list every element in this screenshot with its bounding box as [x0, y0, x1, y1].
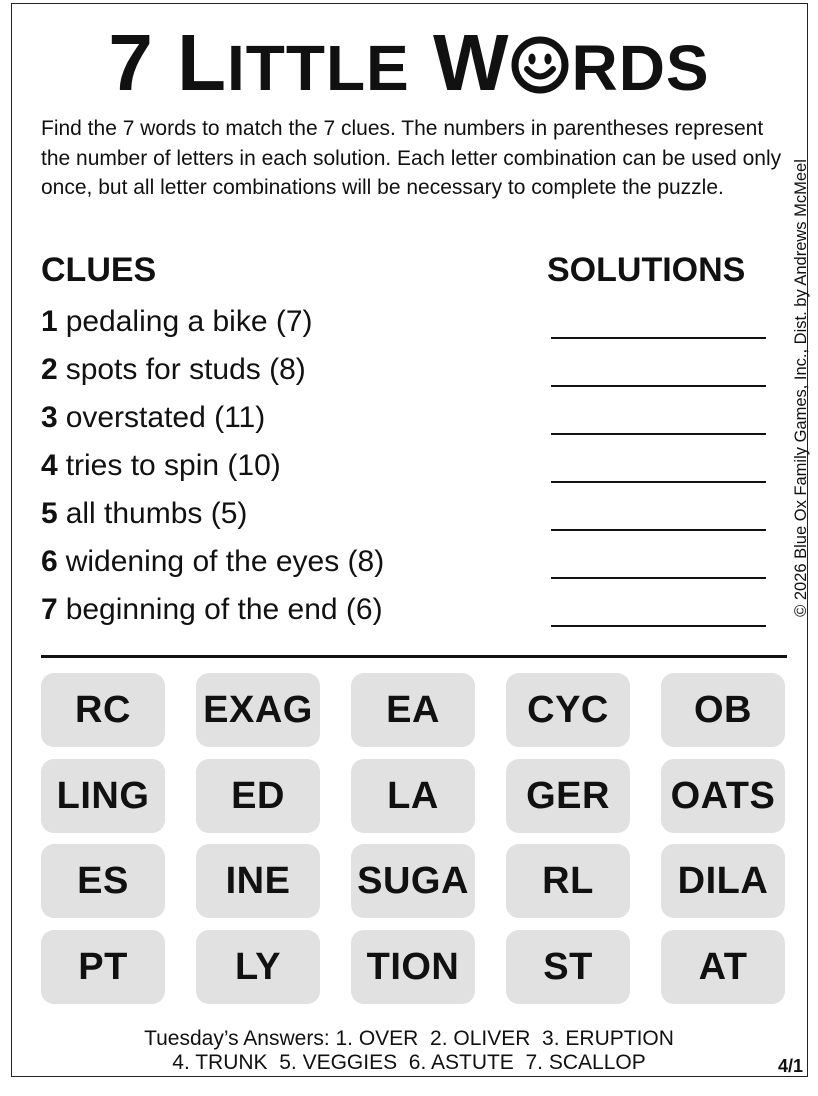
- letter-tile[interactable]: TION: [351, 930, 475, 1004]
- puzzle-title: [0, 18, 818, 113]
- solution-blank[interactable]: [551, 337, 766, 339]
- clue-number: 4: [41, 449, 58, 482]
- solution-blank[interactable]: [551, 529, 766, 531]
- clue-item: [41, 542, 384, 582]
- clues-header: CLUES: [41, 251, 157, 289]
- title-digit: 7: [108, 18, 154, 107]
- letter-tile[interactable]: PT: [41, 930, 165, 1004]
- letter-tile[interactable]: AT: [661, 930, 785, 1004]
- letter-tile[interactable]: EA: [351, 673, 475, 747]
- title-words-rest: RDS: [571, 32, 710, 104]
- letter-tile[interactable]: ES: [41, 844, 165, 918]
- letter-tile[interactable]: CYC: [506, 673, 630, 747]
- clue-item: [41, 302, 313, 342]
- solution-blank[interactable]: [551, 577, 766, 579]
- clue-text: tries to spin (10): [65, 449, 281, 482]
- clue-text: pedaling a bike (7): [65, 305, 313, 338]
- clue-text: widening of the eyes (8): [65, 545, 385, 578]
- clue-number: 1: [41, 305, 58, 338]
- solution-blank[interactable]: [551, 433, 766, 435]
- clue-text: beginning of the end (6): [65, 593, 383, 626]
- clue-item: [41, 494, 247, 534]
- clue-number: 6: [41, 545, 58, 578]
- letter-tile[interactable]: ED: [196, 759, 320, 833]
- clue-item: [41, 590, 383, 630]
- clue-text: overstated (11): [65, 401, 266, 434]
- answers-line-1: Tuesday’s Answers: 1. OVER 2. OLIVER 3. ERUPTION: [144, 1027, 674, 1050]
- divider-line: [41, 655, 787, 658]
- page-number: 4/1: [778, 1056, 804, 1076]
- title-little-rest: ITTLE: [226, 32, 410, 104]
- letter-tile[interactable]: EXAG: [196, 673, 320, 747]
- answers-line-2: 4. TRUNK 5. VEGGIES 6. ASTUTE 7. SCALLOP: [172, 1051, 646, 1074]
- letter-tile[interactable]: LING: [41, 759, 165, 833]
- letter-tile[interactable]: DILA: [661, 844, 785, 918]
- clue-item: [41, 446, 281, 486]
- letter-tile[interactable]: OATS: [661, 759, 785, 833]
- copyright-notice: © 2026 Blue Ox Family Games, Inc., Dist. by Andrews McMeel: [792, 159, 810, 617]
- letter-tile[interactable]: RC: [41, 673, 165, 747]
- clue-number: 7: [41, 593, 58, 626]
- previous-answers: [0, 1027, 818, 1075]
- title-little-first: L: [177, 18, 227, 107]
- smiley-face-icon: [511, 36, 569, 94]
- clue-number: 5: [41, 497, 58, 530]
- letter-tile[interactable]: RL: [506, 844, 630, 918]
- title-words-first: W: [432, 18, 510, 107]
- clue-item: [41, 398, 265, 438]
- letter-tile[interactable]: SUGA: [351, 844, 475, 918]
- instructions-text: Find the 7 words to match the 7 clues. The numbers in parentheses represent the number of letters in each solution. Each letter combination can be used only once, but all letter combinations will be necessary to complete the puzzle.: [41, 117, 782, 199]
- letter-tile[interactable]: OB: [661, 673, 785, 747]
- clue-text: spots for studs (8): [65, 353, 306, 386]
- clue-number: 2: [41, 353, 58, 386]
- clue-item: [41, 350, 306, 390]
- solution-blank[interactable]: [551, 481, 766, 483]
- letter-tile[interactable]: LY: [196, 930, 320, 1004]
- letter-tile[interactable]: GER: [506, 759, 630, 833]
- letter-tile[interactable]: LA: [351, 759, 475, 833]
- solution-blank[interactable]: [551, 625, 766, 627]
- clue-number: 3: [41, 401, 58, 434]
- clue-text: all thumbs (5): [65, 497, 248, 530]
- solution-blank[interactable]: [551, 385, 766, 387]
- letter-tile[interactable]: ST: [506, 930, 630, 1004]
- letter-tile[interactable]: INE: [196, 844, 320, 918]
- solutions-header: SOLUTIONS: [547, 251, 746, 289]
